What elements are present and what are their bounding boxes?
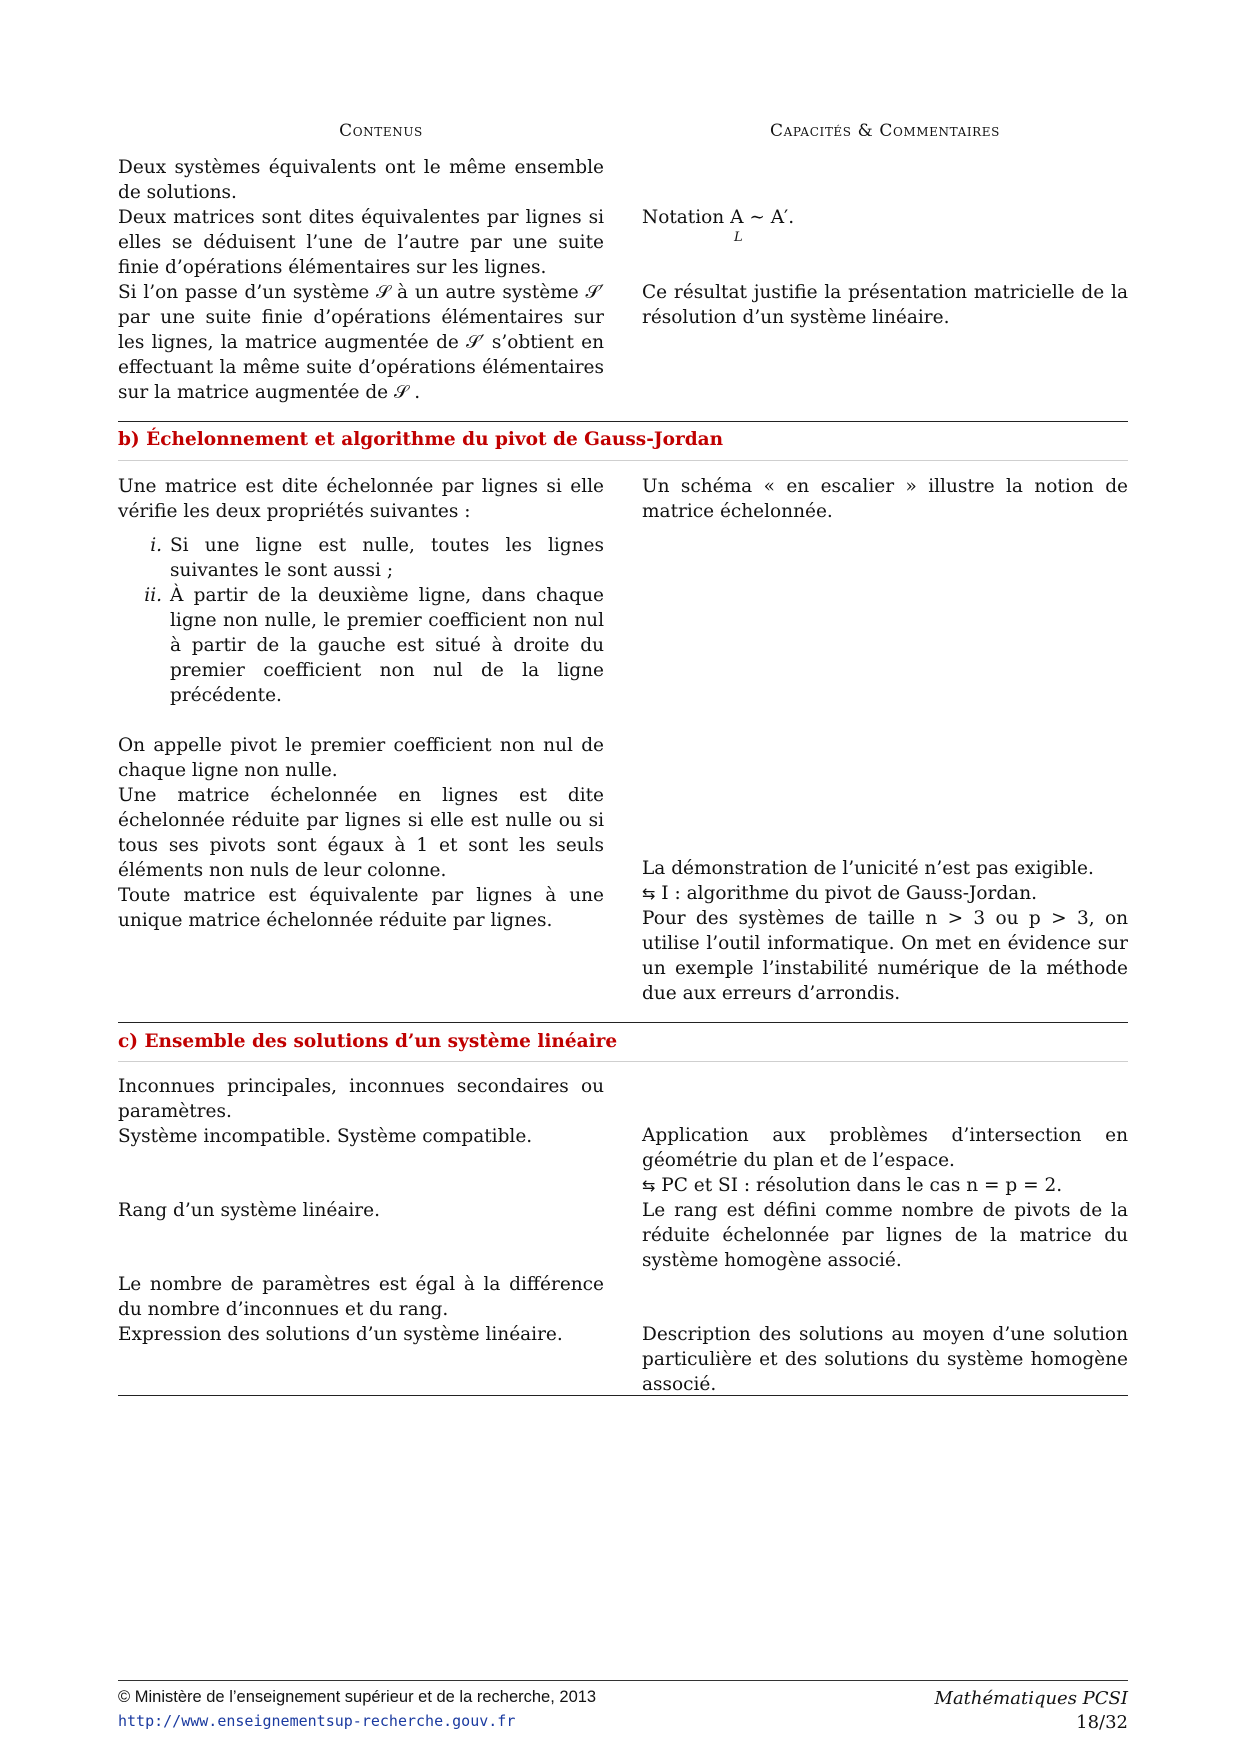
enum-number: ii. (144, 585, 162, 606)
enum-item-ii (118, 583, 604, 708)
section-b-right-bottom (642, 856, 1128, 1006)
echelonnee-reduite-definition: Une matrice échelonnée en lignes est dite échelonnée réduite par lignes si elle est nulle ou si tous ses pivots sont égaux à 1 et sont les seuls éléments non nuls de leur colonne. (118, 785, 604, 881)
description-solutions-text: Description des solutions au moyen d’une solution particulière et des solutions du système homogène associé. (642, 1324, 1128, 1395)
rang-definition-text: Le rang est défini comme nombre de pivots de la réduite échelonnée par lignes de la matrice du système homogène associé. (642, 1200, 1128, 1271)
toute-matrice-text: Toute matrice est équivalente par lignes à une unique matrice échelonnée réduite par lignes. (118, 885, 604, 931)
expression-solutions-text: Expression des solutions d’un système linéaire. (118, 1324, 563, 1345)
enum-number: i. (150, 535, 162, 556)
section-c-left (118, 1074, 604, 1149)
schema-comment: Un schéma « en escalier » illustre la notion de matrice échelonnée. (642, 476, 1128, 522)
section-c-left-bottom (118, 1272, 604, 1347)
link-text: I : algorithme du pivot de Gauss-Jordan. (661, 883, 1038, 904)
compatible-text: Système incompatible. Système compatible. (118, 1126, 533, 1147)
justify-comment: Ce résultat justifie la présentation matricielle de la résolution d’un système linéaire. (642, 282, 1128, 328)
pivot-definition: On appelle pivot le premier coefficient non nul de chaque ligne non nulle. (118, 735, 604, 781)
link-arrow-icon: ⇆ (642, 1176, 656, 1195)
section-b-left (118, 474, 604, 933)
application-text: Application aux problèmes d’intersection en géométrie du plan et de l’espace. (642, 1125, 1128, 1171)
section-c-right (642, 1123, 1128, 1273)
inconnues-text: Inconnues principales, inconnues secondaires ou paramètres. (118, 1076, 604, 1122)
section-end-rule (118, 1395, 1128, 1396)
section-c-title: c) Ensemble des solutions d’un système linéaire (118, 1031, 618, 1052)
rang-text: Rang d’un système linéaire. (118, 1200, 380, 1221)
link-informatique (642, 881, 1128, 906)
notation-subscript: L (734, 230, 743, 245)
section-b-title: b) Échelonnement et algorithme du pivot de Gauss-Jordan (118, 429, 724, 450)
link-text: PC et SI : résolution dans le cas n = p = 2. (661, 1175, 1063, 1196)
section-divider (118, 1022, 1128, 1023)
nombre-parametres-text: Le nombre de paramètres est égal à la différence du nombre d’inconnues et du rang. (118, 1274, 604, 1320)
demonstration-text: La démonstration de l’unicité n’est pas exigible. (642, 858, 1094, 879)
block1-left (118, 155, 604, 405)
enum-text: À partir de la deuxième ligne, dans chaque ligne non nulle, le premier coefficient non nul à partir de la gauche est situé à droite du premier coefficient non nul de la ligne précédente. (170, 585, 604, 706)
outil-informatique-text: Pour des systèmes de taille n > 3 ou p > 3, on utilise l’outil informatique. On met en évidence sur un exemple l’instabilité numérique de la méthode due aux erreurs d’arrondis. (642, 908, 1128, 1004)
section-divider (118, 421, 1128, 422)
enum-text: Si une ligne est nulle, toutes les lignes suivantes le sont aussi ; (170, 535, 604, 581)
page-number: 18/32 (1076, 1712, 1128, 1733)
column-header-contenus: Contenus (339, 121, 423, 141)
footer-url-link[interactable]: http://www.enseignementsup-recherche.gouv.fr (118, 1712, 516, 1730)
section-b-underline (118, 460, 1128, 461)
matrices-equivalentes-text: Deux matrices sont dites équivalentes par lignes si elles se déduisent l’une de l’autre par une suite finie d’opérations élémentaires sur les lignes. (118, 207, 604, 278)
systemes-equivalents-text: Deux systèmes équivalents ont le même ensemble de solutions. (118, 157, 604, 203)
echelonnee-definition: Une matrice est dite échelonnée par lignes si elle vérifie les deux propriétés suivantes : (118, 476, 604, 522)
footer-rule (118, 1680, 1128, 1681)
enum-item-i (118, 533, 604, 583)
notation-text: Notation A ∼ A′. (642, 207, 795, 228)
notation-block (642, 205, 1128, 245)
section-c-underline (118, 1061, 1128, 1062)
link-pc-si (642, 1173, 1128, 1198)
footer-title: Mathématiques PCSI (934, 1688, 1128, 1709)
footer-copyright: © Ministère de l’enseignement supérieur et de la recherche, 2013 (118, 1688, 597, 1706)
link-arrow-icon: ⇆ (642, 884, 656, 903)
column-header-capacites: Capacités & Commentaires (769, 121, 1000, 141)
passage-systeme-text: Si l’on passe d’un système 𝒮 à un autre système 𝒮′ par une suite finie d’opérations élémentaires sur les lignes, la matrice augmentée de 𝒮′ s’obtient en effectuant la même suite d’opérations élémentaires sur la matrice augmentée de 𝒮 . (118, 282, 604, 403)
